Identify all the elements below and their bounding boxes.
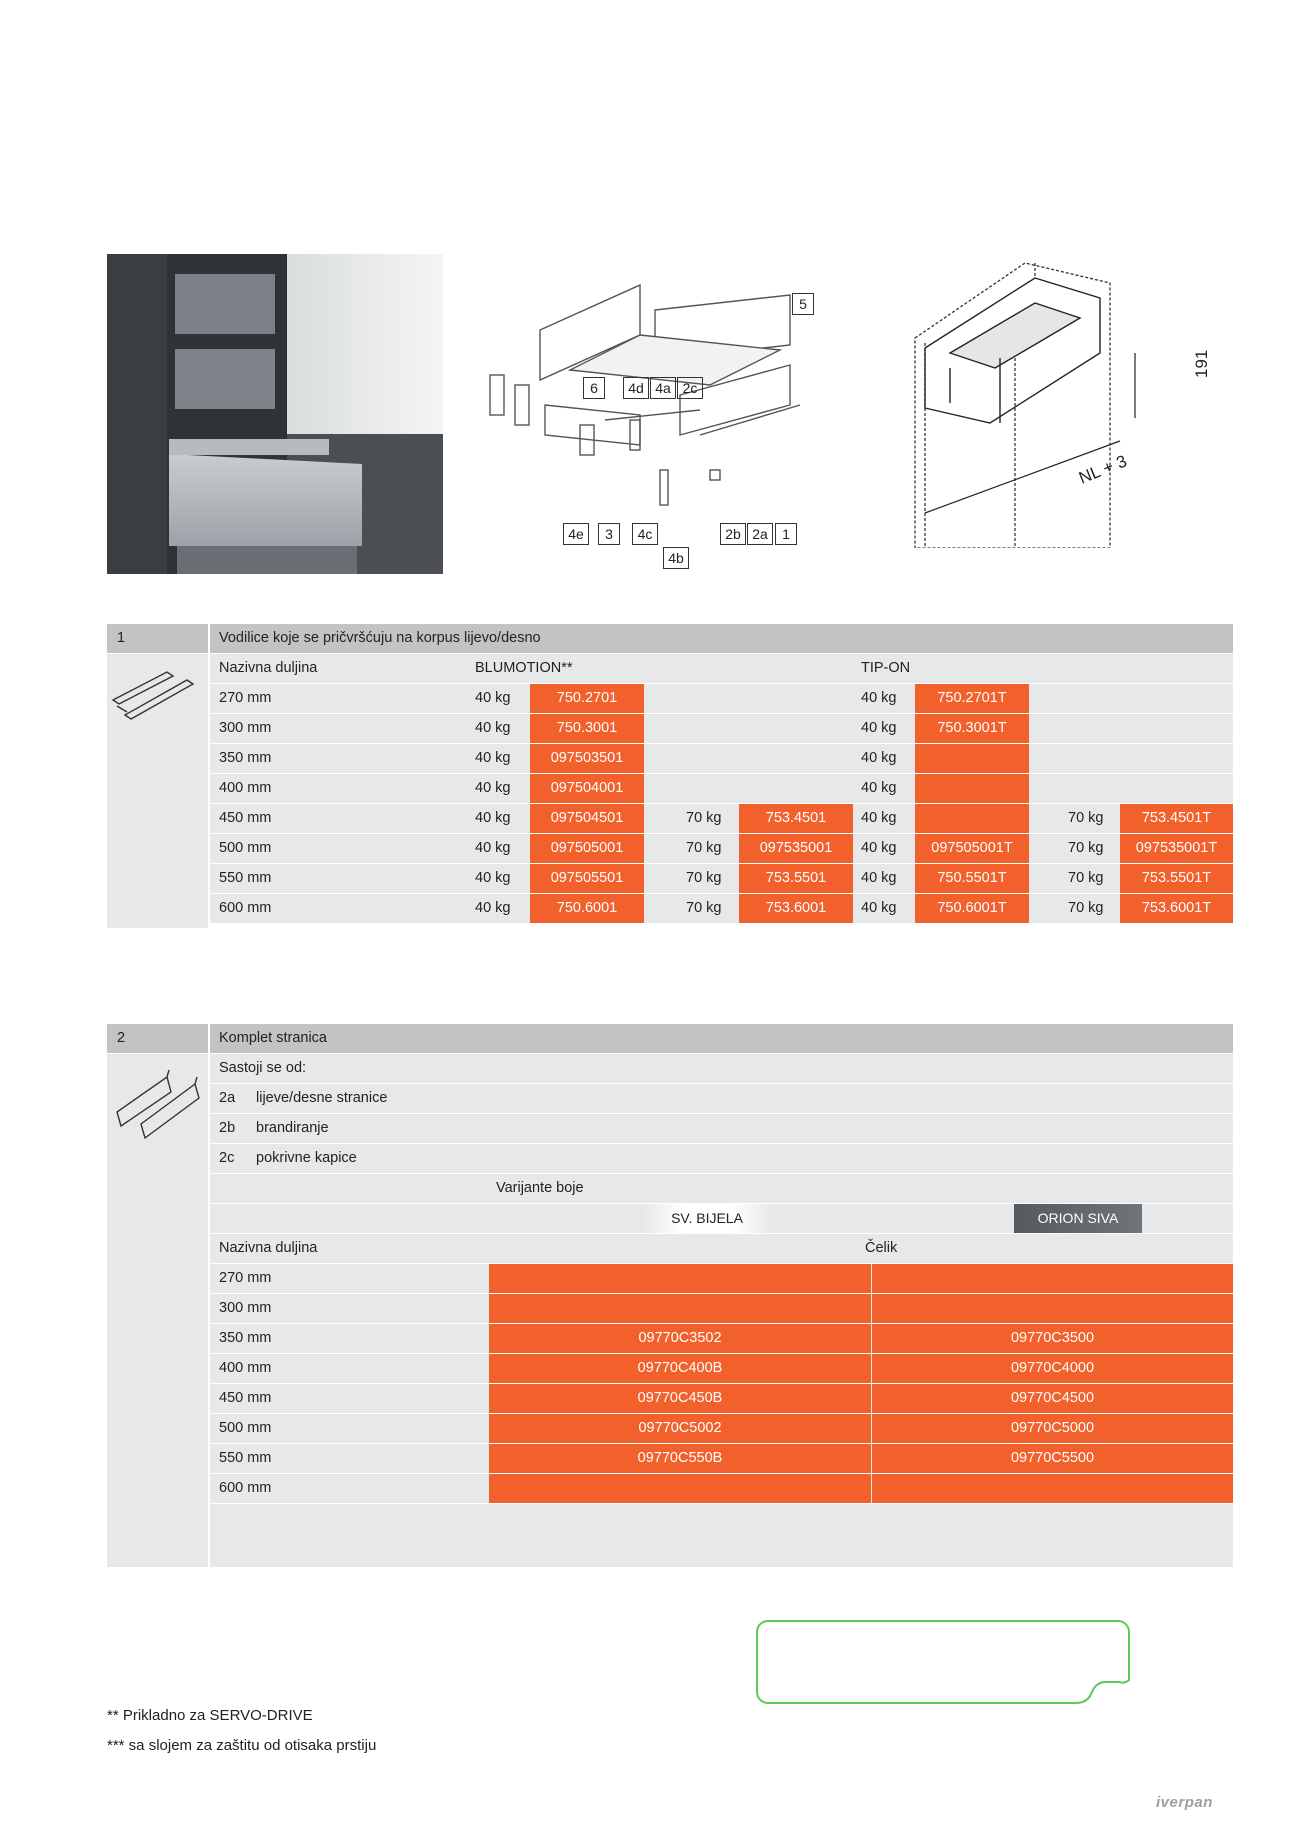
diagram-label-4e: 4e xyxy=(563,523,589,545)
blumotion-load-40: 40 kg xyxy=(475,900,511,916)
white-variant-code xyxy=(489,1474,871,1503)
diagram-label-3: 3 xyxy=(598,523,620,545)
dimension-width-label: NL + 3 xyxy=(1076,451,1130,488)
color-variants-row xyxy=(210,1174,1233,1204)
side-kit-row xyxy=(210,1474,1233,1504)
side-kit-consists-label: Sastoji se od: xyxy=(219,1060,307,1076)
tipon-70-code: 753.6001T xyxy=(1120,894,1233,923)
side-kit-row xyxy=(210,1354,1233,1384)
color-grey-swatch: ORION SIVA xyxy=(1014,1204,1142,1233)
side-kit-length: 600 mm xyxy=(219,1480,272,1496)
color-variants-label: Varijante boje xyxy=(496,1180,584,1196)
diagram-label-4d: 4d xyxy=(623,377,649,399)
blumotion-40-code: 750.3001 xyxy=(530,714,644,743)
runner-length: 270 mm xyxy=(219,690,272,706)
runners-table-number-cell xyxy=(107,624,208,653)
blumotion-load-40: 40 kg xyxy=(475,780,511,796)
tipon-load-40: 40 kg xyxy=(861,690,897,706)
runners-column-header-row xyxy=(210,654,1233,684)
side-panel-icon xyxy=(107,1062,208,1142)
tipon-40-code: 097505001T xyxy=(915,834,1029,863)
runners-col-length: Nazivna duljina xyxy=(219,660,318,676)
blumotion-load-70: 70 kg xyxy=(686,900,722,916)
blumotion-70-code: 753.6001 xyxy=(739,894,853,923)
blumotion-40-code: 097504501 xyxy=(530,804,644,833)
runners-table xyxy=(107,624,1233,928)
grey-variant-code xyxy=(872,1294,1233,1323)
diagram-label-5: 5 xyxy=(792,293,814,315)
dimension-height-label: 191 xyxy=(1192,349,1211,378)
diagram-label-1: 1 xyxy=(775,523,797,545)
blumotion-load-70: 70 kg xyxy=(686,810,722,826)
tipon-70-code: 753.4501T xyxy=(1120,804,1233,833)
side-kit-length: 270 mm xyxy=(219,1270,272,1286)
runner-length: 500 mm xyxy=(219,840,272,856)
part-label: lijeve/desne stranice xyxy=(256,1090,388,1106)
side-kit-col-length: Nazivna duljina xyxy=(219,1240,318,1256)
runners-col-blumotion: BLUMOTION** xyxy=(475,660,573,676)
brand-logo: iverpan xyxy=(1156,1794,1213,1811)
side-kit-length: 300 mm xyxy=(219,1300,272,1316)
tipon-load-70: 70 kg xyxy=(1068,840,1104,856)
blumotion-load-40: 40 kg xyxy=(475,690,511,706)
footnote-servo-drive: ** Prikladno za SERVO-DRIVE xyxy=(107,1707,313,1724)
blumotion-load-40: 40 kg xyxy=(475,840,511,856)
grey-variant-code xyxy=(872,1474,1233,1503)
tipon-40-code: 750.6001T xyxy=(915,894,1029,923)
side-kit-length: 500 mm xyxy=(219,1420,272,1436)
runner-length: 550 mm xyxy=(219,870,272,886)
blumotion-70-code: 753.5501 xyxy=(739,864,853,893)
tipon-load-40: 40 kg xyxy=(861,780,897,796)
tipon-load-70: 70 kg xyxy=(1068,900,1104,916)
side-kit-row xyxy=(210,1294,1233,1324)
side-kit-row xyxy=(210,1444,1233,1474)
runner-length: 450 mm xyxy=(219,810,272,826)
runners-table-row xyxy=(210,834,1233,864)
grey-variant-code: 09770C5500 xyxy=(872,1444,1233,1473)
tipon-load-40: 40 kg xyxy=(861,900,897,916)
part-code: 2a xyxy=(219,1090,236,1106)
runners-table-number: 1 xyxy=(117,630,126,646)
grey-variant-code: 09770C4500 xyxy=(872,1384,1233,1413)
diagram-label-2b: 2b xyxy=(720,523,746,545)
diagram-label-2a: 2a xyxy=(747,523,773,545)
blumotion-load-40: 40 kg xyxy=(475,750,511,766)
tipon-40-code xyxy=(915,744,1029,773)
tipon-70-code: 097535001T xyxy=(1120,834,1233,863)
dimension-drawing xyxy=(910,258,1230,548)
blumotion-load-70: 70 kg xyxy=(686,870,722,886)
side-kit-table xyxy=(107,1024,1233,1567)
diagram-label-2c: 2c xyxy=(677,377,703,399)
blumotion-40-code: 097503501 xyxy=(530,744,644,773)
side-kit-row xyxy=(210,1324,1233,1354)
side-kit-column-header-row xyxy=(210,1234,1233,1264)
runner-length: 300 mm xyxy=(219,720,272,736)
diagram-label-4c: 4c xyxy=(632,523,658,545)
white-variant-code: 09770C3502 xyxy=(489,1324,871,1353)
runners-table-header xyxy=(210,624,1233,654)
tipon-40-code: 750.5501T xyxy=(915,864,1029,893)
tipon-load-40: 40 kg xyxy=(861,720,897,736)
grey-variant-code: 09770C3500 xyxy=(872,1324,1233,1353)
side-kit-length: 550 mm xyxy=(219,1450,272,1466)
side-kit-material: Čelik xyxy=(865,1240,898,1256)
side-kit-row xyxy=(210,1264,1233,1294)
tipon-40-code xyxy=(915,804,1029,833)
blumotion-40-code: 750.2701 xyxy=(530,684,644,713)
runners-image-cell xyxy=(107,654,208,928)
side-kit-title: Komplet stranica xyxy=(219,1030,327,1046)
side-kit-part-row xyxy=(210,1084,1233,1114)
tipon-40-code: 750.3001T xyxy=(915,714,1029,743)
footnote-fingerprint: *** sa slojem za zaštitu od otisaka prstiju xyxy=(107,1737,377,1754)
diagram-label-4a: 4a xyxy=(650,377,676,399)
side-kit-part-row xyxy=(210,1114,1233,1144)
white-variant-code xyxy=(489,1294,871,1323)
runner-icon xyxy=(107,660,208,730)
side-kit-consists-row xyxy=(210,1054,1233,1084)
tipon-40-code: 750.2701T xyxy=(915,684,1029,713)
runners-col-tipon: TIP-ON xyxy=(861,660,911,676)
side-kit-row xyxy=(210,1414,1233,1444)
grey-variant-code: 09770C5000 xyxy=(872,1414,1233,1443)
blumotion-load-40: 40 kg xyxy=(475,870,511,886)
runners-table-row xyxy=(210,714,1233,744)
runner-length: 400 mm xyxy=(219,780,272,796)
side-kit-length: 350 mm xyxy=(219,1330,272,1346)
blumotion-70-code: 753.4501 xyxy=(739,804,853,833)
side-kit-row xyxy=(210,1384,1233,1414)
white-variant-code: 09770C450B xyxy=(489,1384,871,1413)
white-variant-code: 09770C400B xyxy=(489,1354,871,1383)
tipon-70-code: 753.5501T xyxy=(1120,864,1233,893)
part-code: 2c xyxy=(219,1150,235,1166)
diagram-label-6: 6 xyxy=(583,377,605,399)
white-variant-code: 09770C550B xyxy=(489,1444,871,1473)
runner-length: 350 mm xyxy=(219,750,272,766)
side-kit-length: 450 mm xyxy=(219,1390,272,1406)
part-label: brandiranje xyxy=(256,1120,329,1136)
tipon-load-40: 40 kg xyxy=(861,840,897,856)
side-kit-number-cell xyxy=(107,1024,208,1053)
tipon-load-70: 70 kg xyxy=(1068,810,1104,826)
white-variant-code: 09770C5002 xyxy=(489,1414,871,1443)
color-swatch-row xyxy=(210,1204,1233,1234)
runners-table-row xyxy=(210,774,1233,804)
side-kit-part-row xyxy=(210,1144,1233,1174)
side-kit-header xyxy=(210,1024,1233,1054)
color-white-swatch: SV. BIJELA xyxy=(643,1204,771,1233)
blumotion-70-code: 097535001 xyxy=(739,834,853,863)
blumotion-40-code: 097504001 xyxy=(530,774,644,803)
blumotion-40-code: 097505001 xyxy=(530,834,644,863)
tipon-load-70: 70 kg xyxy=(1068,870,1104,886)
side-kit-length: 400 mm xyxy=(219,1360,272,1376)
tipon-load-40: 40 kg xyxy=(861,750,897,766)
blumotion-load-40: 40 kg xyxy=(475,810,511,826)
diagram-label-4b: 4b xyxy=(663,547,689,569)
runners-table-title: Vodilice koje se pričvršćuju na korpus lijevo/desno xyxy=(219,630,541,646)
info-box xyxy=(756,1620,1130,1704)
product-photo xyxy=(107,254,443,574)
blumotion-40-code: 097505501 xyxy=(530,864,644,893)
runners-table-row xyxy=(210,684,1233,714)
blumotion-load-40: 40 kg xyxy=(475,720,511,736)
side-kit-empty-row xyxy=(210,1504,1233,1567)
runners-table-row xyxy=(210,744,1233,774)
runners-table-row xyxy=(210,864,1233,894)
white-variant-code xyxy=(489,1264,871,1293)
runners-table-row xyxy=(210,804,1233,834)
tipon-load-40: 40 kg xyxy=(861,870,897,886)
grey-variant-code xyxy=(872,1264,1233,1293)
side-kit-number: 2 xyxy=(117,1030,126,1046)
tipon-load-40: 40 kg xyxy=(861,810,897,826)
grey-variant-code: 09770C4000 xyxy=(872,1354,1233,1383)
side-kit-image-cell xyxy=(107,1054,208,1567)
tipon-40-code xyxy=(915,774,1029,803)
blumotion-40-code: 750.6001 xyxy=(530,894,644,923)
part-label: pokrivne kapice xyxy=(256,1150,357,1166)
blumotion-load-70: 70 kg xyxy=(686,840,722,856)
runners-table-row xyxy=(210,894,1233,924)
runner-length: 600 mm xyxy=(219,900,272,916)
part-code: 2b xyxy=(219,1120,236,1136)
